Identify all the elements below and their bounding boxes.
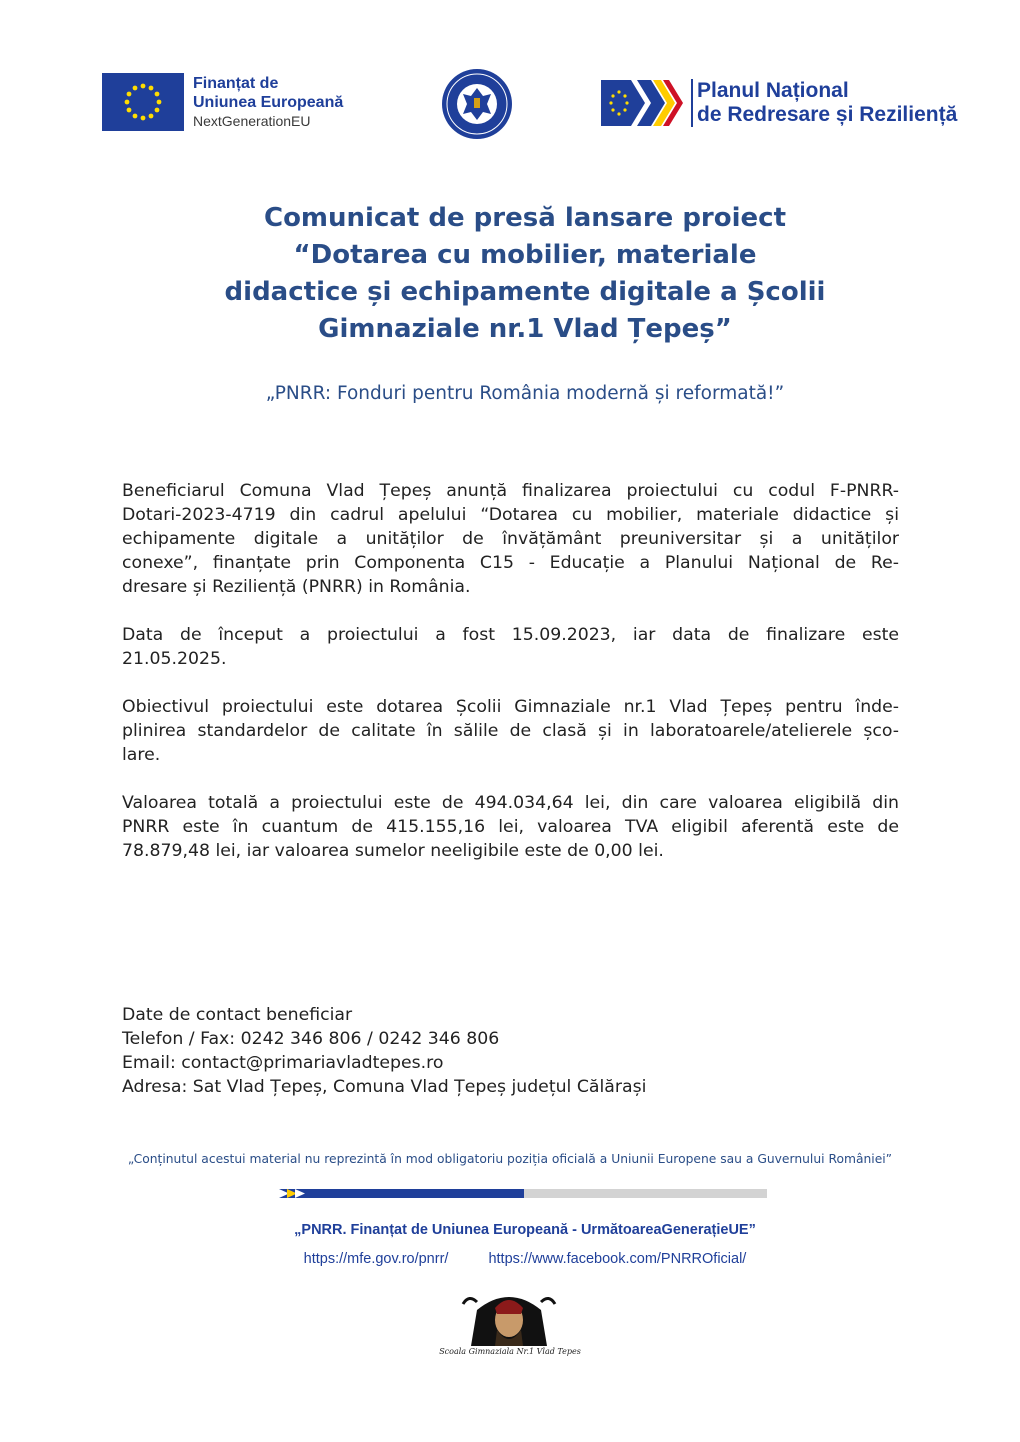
body-line: plinirea standardelor de calitate în sălile de clasă și in laboratoarele/atelierele șco- — [122, 721, 899, 741]
pnrr-logo — [601, 78, 957, 128]
eu-flag-icon — [102, 73, 184, 131]
eu-text-line2: Uniunea Europeană — [193, 93, 344, 111]
paragraph-announcement — [122, 479, 899, 599]
pnrr-arrow-icon — [601, 78, 685, 128]
contact-heading: Date de contact beneficiar — [122, 1005, 353, 1025]
eu-funding-logo — [102, 73, 343, 131]
contact-email: Email: contact@primariavladtepes.ro — [122, 1053, 444, 1073]
link-mfe[interactable]: https://mfe.gov.ro/pnrr/ — [303, 1251, 449, 1267]
body-line: echipamente digitale a unităților de învățământ preuniversitar și a unităților — [122, 529, 899, 549]
eu-text-line3: NextGenerationEU — [193, 112, 311, 129]
pnrr-text-line2: de Redresare și Reziliență — [697, 103, 958, 126]
title-line: Comunicat de presă lansare proiect — [263, 203, 787, 233]
contact-block — [122, 1003, 646, 1099]
title-line: didactice și echipamente digitale a Școlii — [224, 277, 826, 307]
pnrr-text — [691, 79, 957, 127]
eu-text-line1: Finanțat de — [193, 74, 279, 92]
paragraph-objective — [122, 695, 899, 767]
body-line: 21.05.2025. — [122, 649, 227, 669]
body-line: Valoarea totală a proiectului este de 494.034,64 lei, din care valoarea eligibilă din — [122, 793, 899, 813]
title-line: “Dotarea cu mobilier, materiale — [293, 240, 757, 270]
body-line: Dotari-2023-4719 din cadrul apelului “Dotarea cu mobilier, materiale didactice și — [122, 505, 899, 525]
motto: „PNRR: Fonduri pentru România modernă și reformată!” — [265, 383, 785, 404]
body-line: 78.879,48 lei, iar valoarea sumelor neeligibile este de 0,00 lei. — [122, 841, 664, 861]
body-line: lare. — [122, 745, 161, 765]
paragraph-value — [122, 791, 899, 863]
body-line: conexe”, finanțate prin Componenta C15 - Educație a Planului Național de Re- — [122, 553, 899, 573]
divider-blue-segment — [279, 1189, 524, 1198]
divider-grey-segment — [524, 1189, 767, 1198]
footer-links — [150, 1251, 900, 1267]
school-caption: Scoala Gimnaziala Nr.1 Vlad Tepes — [439, 1347, 581, 1356]
contact-address: Adresa: Sat Vlad Țepeș, Comuna Vlad Țepeș județul Călărași — [122, 1077, 647, 1097]
body-line: Obiectivul proiectului este dotarea Școlii Gimnaziale nr.1 Vlad Țepeș pentru înde- — [122, 697, 899, 717]
paragraph-dates — [122, 623, 899, 671]
footer-divider-bar — [279, 1189, 767, 1198]
body-line: dresare și Reziliență (PNRR) in România. — [122, 577, 471, 597]
pnrr-text-line1: Planul Național — [697, 79, 849, 102]
guvernul-romaniei-seal-icon — [441, 68, 513, 140]
contact-phone: Telefon / Fax: 0242 346 806 / 0242 346 806 — [122, 1029, 500, 1049]
body-line: PNRR este în cuantum de 415.155,16 lei, valoarea TVA eligibil aferentă este de — [122, 817, 899, 837]
school-portrait-logo-icon — [461, 1290, 557, 1348]
link-facebook[interactable]: https://www.facebook.com/PNRROficial/ — [488, 1251, 747, 1267]
body-line: Data de început a proiectului a fost 15.09.2023, iar data de finalizare este — [122, 625, 899, 645]
title-line: Gimnaziale nr.1 Vlad Țepeș” — [318, 314, 732, 344]
footer-slogan: „PNRR. Finanțat de Uniunea Europeană - UrmătoareaGenerațieUE” — [294, 1222, 756, 1238]
disclaimer: „Conținutul acestui material nu reprezintă în mod obligatoriu poziția oficială a Uniunii Europene sau a Guvernului României” — [127, 1152, 893, 1166]
eu-funding-text — [193, 74, 343, 131]
page-title — [150, 200, 900, 348]
body-line: Beneficiarul Comuna Vlad Țepeș anunță finalizarea proiectului cu codul F-PNRR- — [122, 481, 899, 501]
press-release-body — [122, 479, 899, 887]
